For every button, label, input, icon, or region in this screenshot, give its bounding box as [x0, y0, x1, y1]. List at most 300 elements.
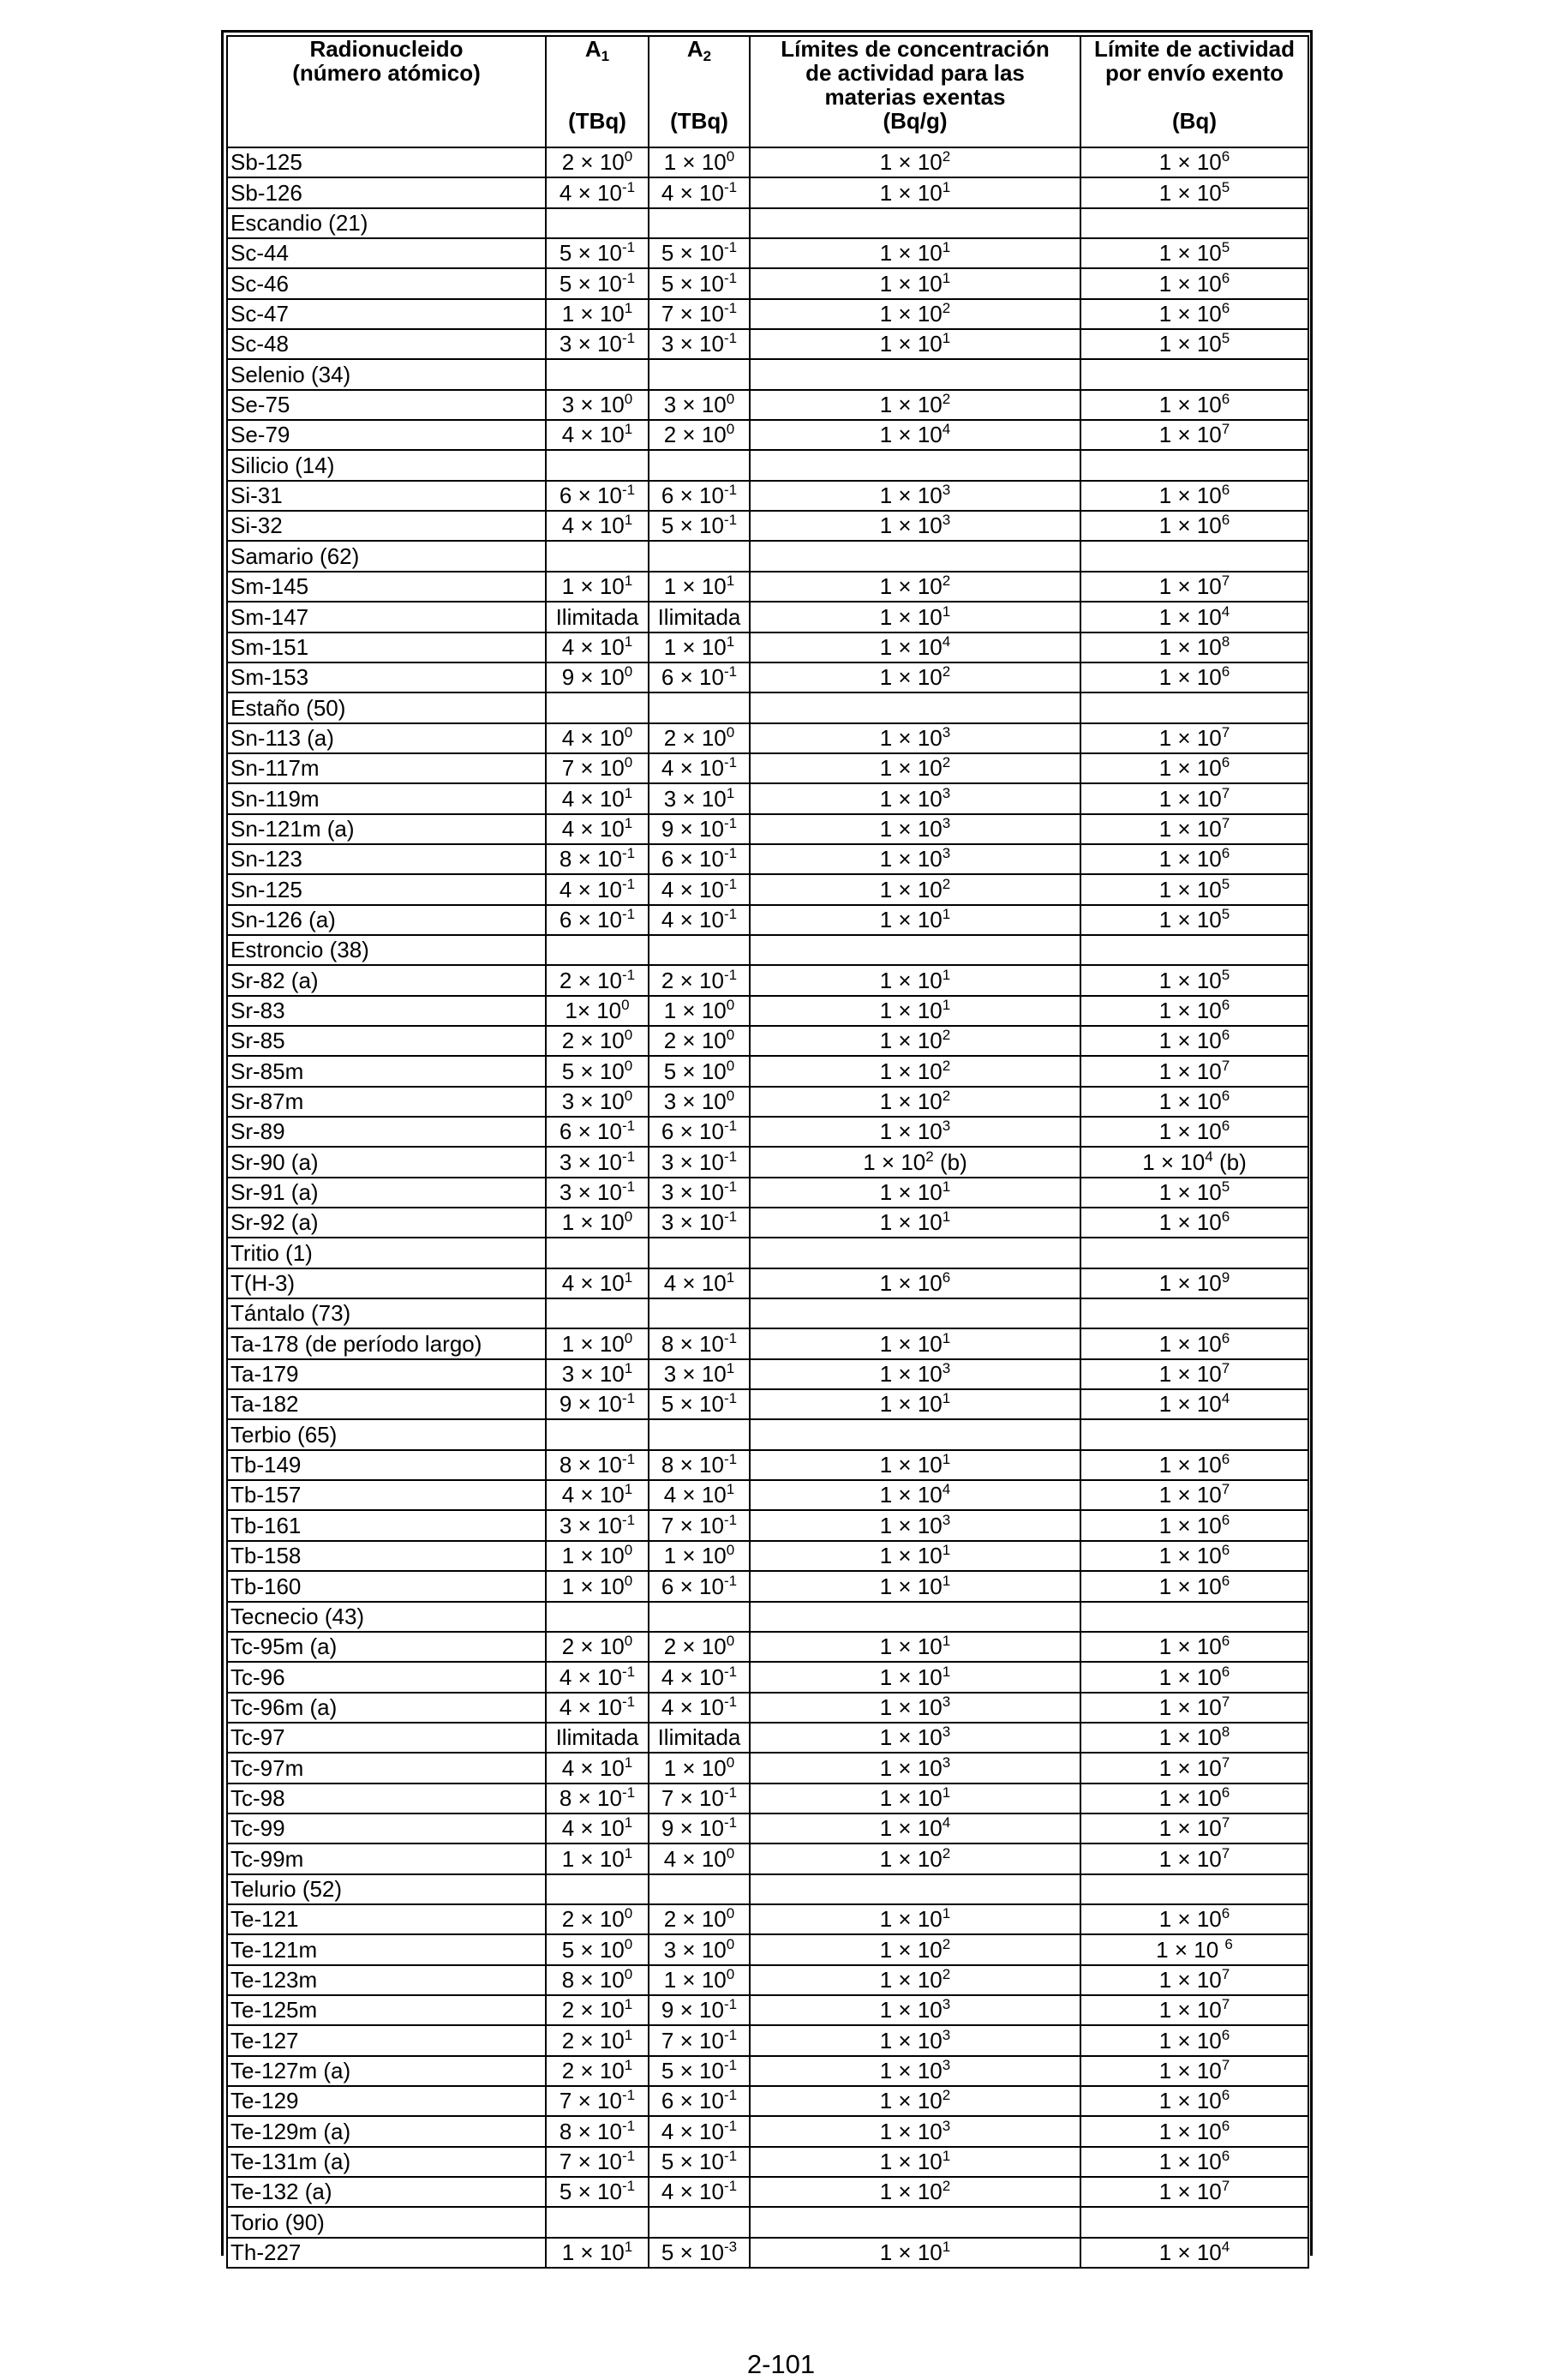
cell-a2: $7 \times 10^{-1}$: [649, 299, 750, 329]
cell-activity-limit: $1 \times 10^6$: [1080, 268, 1308, 298]
cell-concentration-limit: [750, 450, 1080, 480]
table-row: [227, 572, 1308, 602]
cell-a2: $4 \times 10^{-1}$: [649, 1662, 750, 1692]
cell-a1: [546, 1419, 649, 1449]
cell-a2: $6 \times 10^{-1}$: [649, 662, 750, 692]
cell-concentration-limit: $1 \times 10^2$: [750, 572, 1080, 602]
cell-concentration-limit: $1 \times 10^2$: [750, 1843, 1080, 1873]
cell-radionuclide: Te-129m (a): [227, 2116, 546, 2146]
cell-a2: $3 \times 10^{-1}$: [649, 1178, 750, 1208]
cell-a2: $5 \times 10^{-1}$: [649, 511, 750, 541]
cell-activity-limit: $1 \times 10^4$: [1080, 1389, 1308, 1419]
cell-radionuclide: Tc-96: [227, 1662, 546, 1692]
cell-activity-limit: $1 \times 10^6$: [1080, 1904, 1308, 1934]
cell-a1: [546, 359, 649, 389]
table-row: [227, 1268, 1308, 1298]
cell-a1: $5 \times 10^{-1}$: [546, 238, 649, 268]
cell-radionuclide: Si-31: [227, 481, 546, 511]
cell-concentration-limit: $1 \times 10^2$: [750, 1934, 1080, 1964]
table-row: [227, 1328, 1308, 1358]
table-row: [227, 1510, 1308, 1540]
cell-a1: $4 \times 10^1$: [546, 1480, 649, 1510]
cell-activity-limit: [1080, 450, 1308, 480]
cell-a2: $1 \times 10^0$: [649, 147, 750, 177]
cell-a2: $5 \times 10^{-1}$: [649, 1389, 750, 1419]
cell-radionuclide: Tb-149: [227, 1450, 546, 1480]
cell-activity-limit: $1 \times 10^6$: [1080, 147, 1308, 177]
cell-a2: $2 \times 10^0$: [649, 420, 750, 450]
cell-a1: $1 \times 10^0$: [546, 1541, 649, 1571]
cell-activity-limit: [1080, 1298, 1308, 1328]
cell-activity-limit: $1 \times 10^6$: [1080, 844, 1308, 874]
table-row: [227, 662, 1308, 692]
table-row: [227, 2147, 1308, 2177]
cell-activity-limit: $1 \times 10^7$: [1080, 723, 1308, 753]
cell-activity-limit: $1 \times 10^6$: [1080, 1784, 1308, 1813]
cell-concentration-limit: [750, 935, 1080, 965]
cell-a2: $2 \times 10^0$: [649, 1026, 750, 1056]
cell-concentration-limit: $1 \times 10^2$: [750, 2177, 1080, 2207]
cell-a2: $5 \times 10^{-1}$: [649, 2056, 750, 2086]
cell-activity-limit: [1080, 935, 1308, 965]
cell-concentration-limit: $1 \times 10^3$: [750, 1693, 1080, 1723]
cell-radionuclide: Estaño (50): [227, 692, 546, 722]
cell-a1: $1 \times 10^1$: [546, 2238, 649, 2268]
cell-radionuclide: Sn-121m (a): [227, 814, 546, 844]
cell-activity-limit: [1080, 541, 1308, 571]
cell-a2: $7 \times 10^{-1}$: [649, 1784, 750, 1813]
cell-a1: $8 \times 10^{-1}$: [546, 844, 649, 874]
cell-concentration-limit: $1 \times 10^2$: [750, 662, 1080, 692]
cell-radionuclide: Sr-85: [227, 1026, 546, 1056]
cell-a2: $7 \times 10^{-1}$: [649, 1510, 750, 1540]
cell-a1: $5 \times 10^0$: [546, 1934, 649, 1964]
cell-activity-limit: $1 \times 10^7$: [1080, 1359, 1308, 1389]
cell-radionuclide: Sm-147: [227, 602, 546, 632]
cell-a1: [546, 1238, 649, 1268]
cell-radionuclide: Escandio (21): [227, 208, 546, 238]
cell-concentration-limit: $1 \times 10^3$: [750, 1117, 1080, 1147]
cell-radionuclide: Ta-179: [227, 1359, 546, 1389]
cell-a2: $2 \times 10^0$: [649, 723, 750, 753]
cell-a2: $2 \times 10^0$: [649, 1904, 750, 1934]
cell-activity-limit: [1080, 1419, 1308, 1449]
cell-radionuclide: Estroncio (38): [227, 935, 546, 965]
cell-concentration-limit: $1 \times 10^2$: [750, 299, 1080, 329]
table-row: [227, 1904, 1308, 1934]
cell-a1: $2 \times 10^1$: [546, 2056, 649, 2086]
cell-activity-limit: $1 \times 10^5$: [1080, 965, 1308, 995]
cell-activity-limit: $1 \times 10^7$: [1080, 1843, 1308, 1873]
table-row: [227, 1117, 1308, 1147]
cell-concentration-limit: $1 \times 10^1$: [750, 1662, 1080, 1692]
table-row: [227, 1662, 1308, 1692]
cell-radionuclide: Te-132 (a): [227, 2177, 546, 2207]
cell-a1: $2 \times 10^0$: [546, 147, 649, 177]
cell-activity-limit: $1 \times 10^6$: [1080, 1571, 1308, 1601]
cell-activity-limit: [1080, 359, 1308, 389]
cell-radionuclide: Tecnecio (43): [227, 1602, 546, 1632]
cell-activity-limit: $1 \times 10^4$: [1080, 602, 1308, 632]
cell-radionuclide: Terbio (65): [227, 1419, 546, 1449]
cell-a2: $4 \times 10^{-1}$: [649, 753, 750, 783]
cell-concentration-limit: [750, 359, 1080, 389]
cell-concentration-limit: $1 \times 10^1$: [750, 329, 1080, 359]
cell-a2: $9 \times 10^{-1}$: [649, 1995, 750, 2025]
cell-activity-limit: 1 × 10 $^6$: [1080, 1934, 1308, 1964]
cell-a1: $4 \times 10^1$: [546, 1753, 649, 1783]
cell-a1: $4 \times 10^{-1}$: [546, 1693, 649, 1723]
cell-radionuclide: Se-79: [227, 420, 546, 450]
cell-a1: [546, 692, 649, 722]
cell-radionuclide: Sr-90 (a): [227, 1147, 546, 1177]
cell-activity-limit: $1 \times 10^6$: [1080, 299, 1308, 329]
table-row: [227, 905, 1308, 935]
cell-a1: $4 \times 10^1$: [546, 783, 649, 813]
cell-a2: $5 \times 10^{-3}$: [649, 2238, 750, 2268]
cell-a2: $2 \times 10^{-1}$: [649, 965, 750, 995]
cell-activity-limit: $1 \times 10^6$: [1080, 2025, 1308, 2055]
cell-activity-limit: [1080, 1602, 1308, 1632]
cell-activity-limit: $1 \times 10^7$: [1080, 1753, 1308, 1783]
cell-a1: $4 \times 10^{-1}$: [546, 1662, 649, 1692]
cell-a2: $4 \times 10^{-1}$: [649, 2177, 750, 2207]
table-row-element-group: [227, 2207, 1308, 2237]
cell-concentration-limit: $1 \times 10^2$: [750, 2086, 1080, 2116]
table-row: [227, 390, 1308, 420]
cell-a2: [649, 1298, 750, 1328]
cell-concentration-limit: $1 \times 10^3$: [750, 1359, 1080, 1389]
cell-activity-limit: $1 \times 10^4$: [1080, 2238, 1308, 2268]
cell-concentration-limit: $1 \times 10^2$: [750, 753, 1080, 783]
header-a2: $A_2$ (TBq): [649, 36, 750, 147]
cell-a1: $4 \times 10^1$: [546, 420, 649, 450]
table-row: [227, 874, 1308, 904]
cell-activity-limit: $1 \times 10^7$: [1080, 1056, 1308, 1086]
cell-a1: $3 \times 10^1$: [546, 1359, 649, 1389]
cell-a2: $6 \times 10^{-1}$: [649, 1571, 750, 1601]
cell-activity-limit: $1 \times 10^7$: [1080, 420, 1308, 450]
cell-concentration-limit: $1 \times 10^1$: [750, 965, 1080, 995]
cell-concentration-limit: [750, 1238, 1080, 1268]
cell-radionuclide: Sn-123: [227, 844, 546, 874]
cell-a2: $8 \times 10^{-1}$: [649, 1328, 750, 1358]
cell-a1: $4 \times 10^{-1}$: [546, 874, 649, 904]
cell-a1: [546, 2207, 649, 2237]
cell-activity-limit: $1 \times 10^6$: [1080, 2086, 1308, 2116]
cell-concentration-limit: $1 \times 10^1$: [750, 1784, 1080, 1813]
cell-concentration-limit: $1 \times 10^1$: [750, 1571, 1080, 1601]
table-row-element-group: [227, 208, 1308, 238]
cell-activity-limit: $1 \times 10^7$: [1080, 1995, 1308, 2025]
cell-radionuclide: Sr-85m: [227, 1056, 546, 1086]
cell-a2: $5 \times 10^{-1}$: [649, 238, 750, 268]
cell-activity-limit: $1 \times 10^6$: [1080, 390, 1308, 420]
cell-activity-limit: $1 \times 10^7$: [1080, 1693, 1308, 1723]
cell-radionuclide: Sr-92 (a): [227, 1208, 546, 1238]
cell-a1: $2 \times 10^0$: [546, 1026, 649, 1056]
cell-activity-limit: $1 \times 10^6$: [1080, 481, 1308, 511]
cell-radionuclide: Te-121m: [227, 1934, 546, 1964]
cell-concentration-limit: $1 \times 10^3$: [750, 2056, 1080, 2086]
cell-concentration-limit: $1 \times 10^2$: [750, 874, 1080, 904]
cell-concentration-limit: $1 \times 10^2$: [750, 1056, 1080, 1086]
table-row: [227, 2086, 1308, 2116]
cell-a2: [649, 541, 750, 571]
cell-radionuclide: Sb-125: [227, 147, 546, 177]
cell-a2: [649, 1419, 750, 1449]
cell-a1: $5 \times 10^0$: [546, 1056, 649, 1086]
cell-a2: $6 \times 10^{-1}$: [649, 1117, 750, 1147]
table-row-element-group: [227, 450, 1308, 480]
header-a1: $A_1$ (TBq): [546, 36, 649, 147]
cell-activity-limit: $1 \times 10^6$: [1080, 1117, 1308, 1147]
cell-a1: Ilimitada: [546, 1723, 649, 1753]
cell-a1: $4 \times 10^{-1}$: [546, 177, 649, 207]
table-row: [227, 1147, 1308, 1177]
cell-a2: $1 \times 10^0$: [649, 1965, 750, 1995]
cell-radionuclide: Sc-44: [227, 238, 546, 268]
table-row: [227, 1480, 1308, 1510]
cell-a1: $3 \times 10^{-1}$: [546, 1147, 649, 1177]
cell-radionuclide: Sc-47: [227, 299, 546, 329]
cell-concentration-limit: [750, 1602, 1080, 1632]
cell-activity-limit: [1080, 692, 1308, 722]
table-row: [227, 147, 1308, 177]
cell-a1: $5 \times 10^{-1}$: [546, 268, 649, 298]
cell-a1: $4 \times 10^1$: [546, 814, 649, 844]
cell-a2: [649, 1874, 750, 1904]
cell-concentration-limit: $1 \times 10^1$: [750, 905, 1080, 935]
cell-activity-limit: $1 \times 10^7$: [1080, 1480, 1308, 1510]
cell-concentration-limit: $1 \times 10^3$: [750, 1753, 1080, 1783]
cell-concentration-limit: $1 \times 10^3$: [750, 2025, 1080, 2055]
cell-radionuclide: Sc-48: [227, 329, 546, 359]
table-row: [227, 1359, 1308, 1389]
header-activity-limit: Límite de actividad por envío exento (Bq): [1080, 36, 1308, 147]
table-row: [227, 481, 1308, 511]
cell-a1: $5 \times 10^{-1}$: [546, 2177, 649, 2207]
cell-concentration-limit: $1 \times 10^1$: [750, 1208, 1080, 1238]
cell-a2: [649, 935, 750, 965]
header-concentration-limits: Límites de concentración de actividad para las materias exentas (Bq/g): [750, 36, 1080, 147]
cell-concentration-limit: $1 \times 10^1$: [750, 996, 1080, 1026]
table-row: [227, 1087, 1308, 1117]
cell-a2: $4 \times 10^{-1}$: [649, 177, 750, 207]
cell-activity-limit: $1 \times 10^7$: [1080, 814, 1308, 844]
table-row-element-group: [227, 1238, 1308, 1268]
cell-concentration-limit: $1 \times 10^1$: [750, 268, 1080, 298]
table-row-element-group: [227, 359, 1308, 389]
cell-radionuclide: Th-227: [227, 2238, 546, 2268]
cell-a1: [546, 541, 649, 571]
cell-concentration-limit: $1 \times 10^4$: [750, 420, 1080, 450]
cell-radionuclide: Sm-151: [227, 632, 546, 662]
table-header-row: [227, 36, 1308, 147]
cell-radionuclide: Te-127: [227, 2025, 546, 2055]
cell-a2: $1 \times 10^0$: [649, 1541, 750, 1571]
cell-a1: $8 \times 10^{-1}$: [546, 1784, 649, 1813]
cell-a2: [649, 450, 750, 480]
cell-concentration-limit: $1 \times 10^3$: [750, 481, 1080, 511]
cell-activity-limit: $1 \times 10^6$: [1080, 1208, 1308, 1238]
cell-a2: $3 \times 10^{-1}$: [649, 1147, 750, 1177]
cell-a2: $3 \times 10^0$: [649, 1087, 750, 1117]
cell-a1: $3 \times 10^0$: [546, 1087, 649, 1117]
cell-activity-limit: $1 \times 10^6$: [1080, 2147, 1308, 2177]
cell-radionuclide: Tc-98: [227, 1784, 546, 1813]
cell-concentration-limit: $1 \times 10^4$: [750, 1813, 1080, 1843]
cell-a1: [546, 208, 649, 238]
cell-concentration-limit: $1 \times 10^3$: [750, 783, 1080, 813]
cell-activity-limit: $1 \times 10^6$: [1080, 1026, 1308, 1056]
cell-concentration-limit: [750, 1874, 1080, 1904]
table-row: [227, 1056, 1308, 1086]
table-row: [227, 632, 1308, 662]
cell-radionuclide: Sr-89: [227, 1117, 546, 1147]
cell-radionuclide: Telurio (52): [227, 1874, 546, 1904]
table-row: [227, 1208, 1308, 1238]
cell-concentration-limit: $1 \times 10^4$: [750, 1480, 1080, 1510]
cell-radionuclide: Te-131m (a): [227, 2147, 546, 2177]
cell-activity-limit: $1 \times 10^7$: [1080, 783, 1308, 813]
page-number: 2-101: [746, 2349, 816, 2379]
cell-a2: $4 \times 10^0$: [649, 1843, 750, 1873]
table-row: [227, 329, 1308, 359]
cell-a2: $9 \times 10^{-1}$: [649, 1813, 750, 1843]
cell-a2: $9 \times 10^{-1}$: [649, 814, 750, 844]
table-row: [227, 1632, 1308, 1662]
cell-activity-limit: $1 \times 10^6$: [1080, 662, 1308, 692]
cell-radionuclide: Ta-178 (de período largo): [227, 1328, 546, 1358]
cell-a2: [649, 208, 750, 238]
cell-a2: [649, 2207, 750, 2237]
cell-a1: $3 \times 10^{-1}$: [546, 1510, 649, 1540]
cell-a2: $4 \times 10^{-1}$: [649, 2116, 750, 2146]
cell-concentration-limit: $1 \times 10^2$: [750, 1965, 1080, 1995]
cell-activity-limit: $1 \times 10^7$: [1080, 572, 1308, 602]
cell-a2: $2 \times 10^0$: [649, 1632, 750, 1662]
cell-radionuclide: Tc-97: [227, 1723, 546, 1753]
cell-a2: $3 \times 10^1$: [649, 783, 750, 813]
table-row: [227, 177, 1308, 207]
cell-radionuclide: Sn-113 (a): [227, 723, 546, 753]
cell-concentration-limit: $1 \times 10^3$: [750, 844, 1080, 874]
cell-radionuclide: Tb-161: [227, 1510, 546, 1540]
table-row: [227, 814, 1308, 844]
cell-activity-limit: [1080, 2207, 1308, 2237]
cell-a1: $2 \times 10^1$: [546, 2025, 649, 2055]
cell-activity-limit: $1 \times 10^5$: [1080, 1178, 1308, 1208]
cell-a1: $6 \times 10^{-1}$: [546, 905, 649, 935]
cell-a2: [649, 692, 750, 722]
cell-a1: $2 \times 10^{-1}$: [546, 965, 649, 995]
cell-activity-limit: $1 \times 10^5$: [1080, 177, 1308, 207]
cell-radionuclide: Samario (62): [227, 541, 546, 571]
cell-a1: $3 \times 10^{-1}$: [546, 329, 649, 359]
cell-radionuclide: Tb-160: [227, 1571, 546, 1601]
cell-a1: $7 \times 10^{-1}$: [546, 2147, 649, 2177]
cell-activity-limit: $1 \times 10^5$: [1080, 874, 1308, 904]
table-row: [227, 2025, 1308, 2055]
cell-a1: $3 \times 10^{-1}$: [546, 1178, 649, 1208]
cell-a2: $4 \times 10^{-1}$: [649, 905, 750, 935]
table-row: [227, 783, 1308, 813]
cell-a2: [649, 1238, 750, 1268]
cell-a2: $4 \times 10^1$: [649, 1480, 750, 1510]
cell-a1: $8 \times 10^{-1}$: [546, 2116, 649, 2146]
cell-radionuclide: Ta-182: [227, 1389, 546, 1419]
table-row: [227, 2116, 1308, 2146]
cell-radionuclide: Sm-153: [227, 662, 546, 692]
table-row: [227, 511, 1308, 541]
cell-radionuclide: Te-127m (a): [227, 2056, 546, 2086]
table-row: [227, 1843, 1308, 1873]
cell-activity-limit: $1 \times 10^8$: [1080, 632, 1308, 662]
cell-activity-limit: $1 \times 10^6$: [1080, 996, 1308, 1026]
cell-radionuclide: Silicio (14): [227, 450, 546, 480]
cell-radionuclide: Tc-99: [227, 1813, 546, 1843]
cell-concentration-limit: [750, 1298, 1080, 1328]
cell-concentration-limit: [750, 692, 1080, 722]
cell-activity-limit: $1 \times 10^6$: [1080, 511, 1308, 541]
cell-a2: $5 \times 10^0$: [649, 1056, 750, 1086]
cell-a2: $4 \times 10^{-1}$: [649, 874, 750, 904]
cell-radionuclide: Sc-46: [227, 268, 546, 298]
cell-concentration-limit: [750, 541, 1080, 571]
cell-a1: $1 \times 10^1$: [546, 299, 649, 329]
cell-a1: [546, 1298, 649, 1328]
table-row-element-group: [227, 935, 1308, 965]
table-row: [227, 965, 1308, 995]
cell-a1: $8 \times 10^0$: [546, 1965, 649, 1995]
cell-radionuclide: Sn-125: [227, 874, 546, 904]
cell-a1: $9 \times 10^0$: [546, 662, 649, 692]
cell-a1: $1\times 10^0$: [546, 996, 649, 1026]
table-row: [227, 996, 1308, 1026]
cell-concentration-limit: $1 \times 10^2$ (b): [750, 1147, 1080, 1177]
table-row: [227, 1813, 1308, 1843]
cell-activity-limit: $1 \times 10^6$: [1080, 2116, 1308, 2146]
cell-a2: $4 \times 10^{-1}$: [649, 1693, 750, 1723]
cell-a2: Ilimitada: [649, 1723, 750, 1753]
cell-radionuclide: Se-75: [227, 390, 546, 420]
table-row: [227, 1995, 1308, 2025]
cell-concentration-limit: $1 \times 10^3$: [750, 1723, 1080, 1753]
cell-activity-limit: $1 \times 10^7$: [1080, 1813, 1308, 1843]
cell-a1: $7 \times 10^0$: [546, 753, 649, 783]
cell-concentration-limit: $1 \times 10^1$: [750, 1632, 1080, 1662]
cell-concentration-limit: $1 \times 10^1$: [750, 1389, 1080, 1419]
cell-activity-limit: $1 \times 10^6$: [1080, 1328, 1308, 1358]
cell-radionuclide: Te-129: [227, 2086, 546, 2116]
cell-concentration-limit: $1 \times 10^1$: [750, 2238, 1080, 2268]
table-row: [227, 1541, 1308, 1571]
cell-a1: $1 \times 10^1$: [546, 1843, 649, 1873]
cell-radionuclide: Te-123m: [227, 1965, 546, 1995]
table-row: [227, 420, 1308, 450]
cell-a2: $3 \times 10^1$: [649, 1359, 750, 1389]
cell-a1: [546, 935, 649, 965]
cell-radionuclide: Tb-158: [227, 1541, 546, 1571]
cell-a1: $1 \times 10^0$: [546, 1328, 649, 1358]
cell-activity-limit: $1 \times 10^7$: [1080, 2056, 1308, 2086]
cell-concentration-limit: $1 \times 10^4$: [750, 632, 1080, 662]
cell-activity-limit: $1 \times 10^7$: [1080, 2177, 1308, 2207]
cell-radionuclide: Sr-91 (a): [227, 1178, 546, 1208]
cell-activity-limit: $1 \times 10^5$: [1080, 238, 1308, 268]
cell-a1: $6 \times 10^{-1}$: [546, 481, 649, 511]
